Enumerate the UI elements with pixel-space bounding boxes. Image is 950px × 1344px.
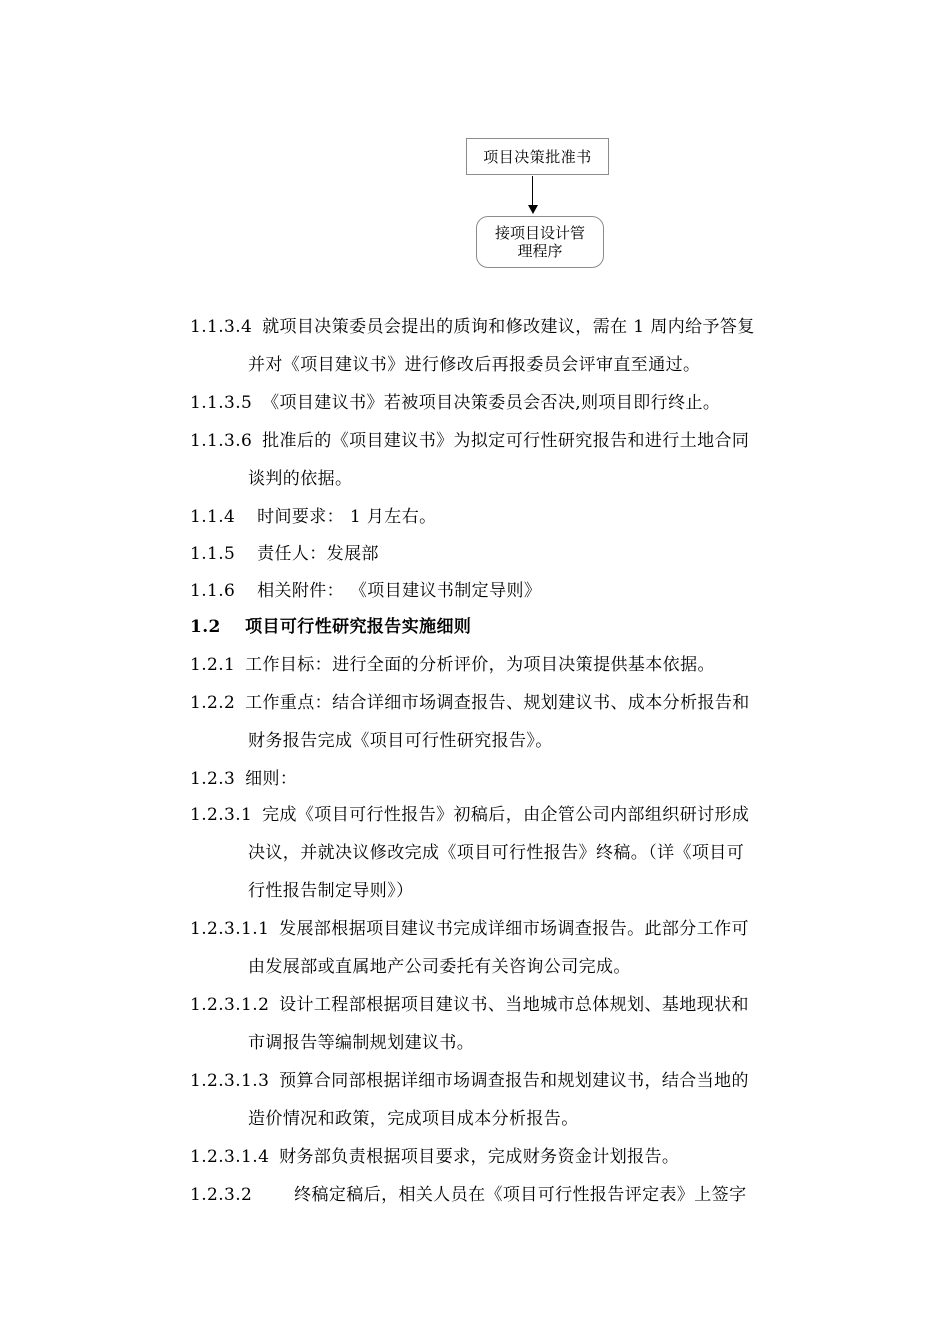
clause-text: 工作重点：结合详细市场调查报告、规划建议书、成本分析报告和 xyxy=(245,693,750,713)
clause-1-2-2-cont xyxy=(248,726,553,751)
flowchart xyxy=(0,0,950,300)
clause-1-2-3-1-2 xyxy=(190,990,749,1015)
clause-text: 完成《项目可行性报告》初稿后，由企管公司内部组织研讨形成 xyxy=(262,805,750,825)
clause-text: 就项目决策委员会提出的质询和修改建议，需在 1 周内给予答复 xyxy=(262,317,755,337)
clause-1-1-3-4 xyxy=(190,312,755,337)
clause-text: 终稿定稿后，相关人员在《项目可行性报告评定表》上签字 xyxy=(294,1185,747,1205)
clause-1-2-3-2 xyxy=(190,1180,747,1205)
flowchart-box-design-procedure xyxy=(476,216,604,268)
clause-1-1-6 xyxy=(190,576,541,601)
clause-1-2-3 xyxy=(190,764,297,789)
clause-text: 责任人：发展部 xyxy=(257,544,379,564)
clause-1-1-3-6 xyxy=(190,426,749,451)
clause-text: 批准后的《项目建议书》为拟定可行性研究报告和进行土地合同 xyxy=(262,431,750,451)
flowchart-box-design-label-2: 理程序 xyxy=(517,242,563,260)
clause-1-2-3-1 xyxy=(190,800,749,825)
clause-number: 1.2.3.1.2 xyxy=(190,995,270,1015)
clause-1-1-4 xyxy=(190,502,437,527)
clause-1-2-3-1-4 xyxy=(190,1142,679,1167)
clause-number: 1.1.3.6 xyxy=(190,431,253,451)
clause-text: 财务部负责根据项目要求，完成财务资金计划报告。 xyxy=(279,1147,680,1167)
clause-1-1-3-5 xyxy=(190,388,720,413)
clause-text: 决议，并就决议修改完成《项目可行性报告》终稿。（详《项目可 xyxy=(248,843,745,863)
clause-text: 财务报告完成《项目可行性研究报告》。 xyxy=(248,731,553,751)
clause-1-2-3-1-2-cont xyxy=(248,1028,474,1053)
clause-text: 谈判的依据。 xyxy=(248,469,353,489)
flowchart-box-design-label-1: 接项目设计管 xyxy=(494,224,585,242)
clause-number: 1.2.3.1.4 xyxy=(190,1147,270,1167)
clause-text: 造价情况和政策，完成项目成本分析报告。 xyxy=(248,1109,579,1129)
clause-number: 1.2.3.1.1 xyxy=(190,919,270,939)
clause-1-1-3-4-cont xyxy=(248,350,700,375)
flowchart-box-approval xyxy=(466,138,609,175)
clause-1-2-3-1-1-cont xyxy=(248,952,631,977)
clause-text: 相关附件： 《项目建议书制定导则》 xyxy=(257,581,542,601)
clause-text: 行性报告制定导则》） xyxy=(248,881,414,901)
clause-1-2-1 xyxy=(190,650,715,675)
clause-text: 工作目标：进行全面的分析评价，为项目决策提供基本依据。 xyxy=(245,655,715,675)
clause-text: 预算合同部根据详细市场调查报告和规划建议书，结合当地的 xyxy=(279,1071,749,1091)
clause-number: 1.2.2 xyxy=(190,693,236,713)
flowchart-box-approval-label: 项目决策批准书 xyxy=(483,148,592,166)
section-heading-1-2 xyxy=(190,612,471,637)
clause-1-2-2 xyxy=(190,688,750,713)
section-number: 1.2 xyxy=(190,617,221,637)
clause-text: 发展部根据项目建议书完成详细市场调查报告。此部分工作可 xyxy=(279,919,749,939)
clause-1-2-3-1-3-cont xyxy=(248,1104,579,1129)
clause-number: 1.1.4 xyxy=(190,507,236,527)
clause-number: 1.1.3.5 xyxy=(190,393,253,413)
clause-number: 1.2.3.1.3 xyxy=(190,1071,270,1091)
clause-text: 设计工程部根据项目建议书、当地城市总体规划、基地现状和 xyxy=(279,995,749,1015)
clause-1-2-3-1-3 xyxy=(190,1066,749,1091)
clause-text: 时间要求： 1 月左右。 xyxy=(257,507,437,527)
clause-text: 细则： xyxy=(245,769,298,789)
clause-1-2-3-1-cont-1 xyxy=(248,838,744,863)
clause-1-2-3-1-cont-2 xyxy=(248,876,414,901)
clause-text: 《项目建议书》若被项目决策委员会否决,则项目即行终止。 xyxy=(262,393,721,413)
clause-text: 由发展部或直属地产公司委托有关咨询公司完成。 xyxy=(248,957,631,977)
clause-1-1-3-6-cont xyxy=(248,464,352,489)
clause-number: 1.1.3.4 xyxy=(190,317,253,337)
clause-number: 1.2.3 xyxy=(190,769,236,789)
clause-text: 并对《项目建议书》进行修改后再报委员会评审直至通过。 xyxy=(248,355,701,375)
clause-number: 1.1.6 xyxy=(190,581,236,601)
clause-number: 1.2.1 xyxy=(190,655,236,675)
clause-1-1-5 xyxy=(190,539,379,564)
section-title: 项目可行性研究报告实施细则 xyxy=(245,617,472,637)
clause-text: 市调报告等编制规划建议书。 xyxy=(248,1033,475,1053)
clause-1-2-3-1-1 xyxy=(190,914,749,939)
clause-number: 1.2.3.1 xyxy=(190,805,253,825)
flowchart-arrow-line xyxy=(532,176,533,206)
clause-number: 1.1.5 xyxy=(190,544,236,564)
flowchart-arrow-head-icon xyxy=(528,205,538,214)
clause-number: 1.2.3.2 xyxy=(190,1185,253,1205)
